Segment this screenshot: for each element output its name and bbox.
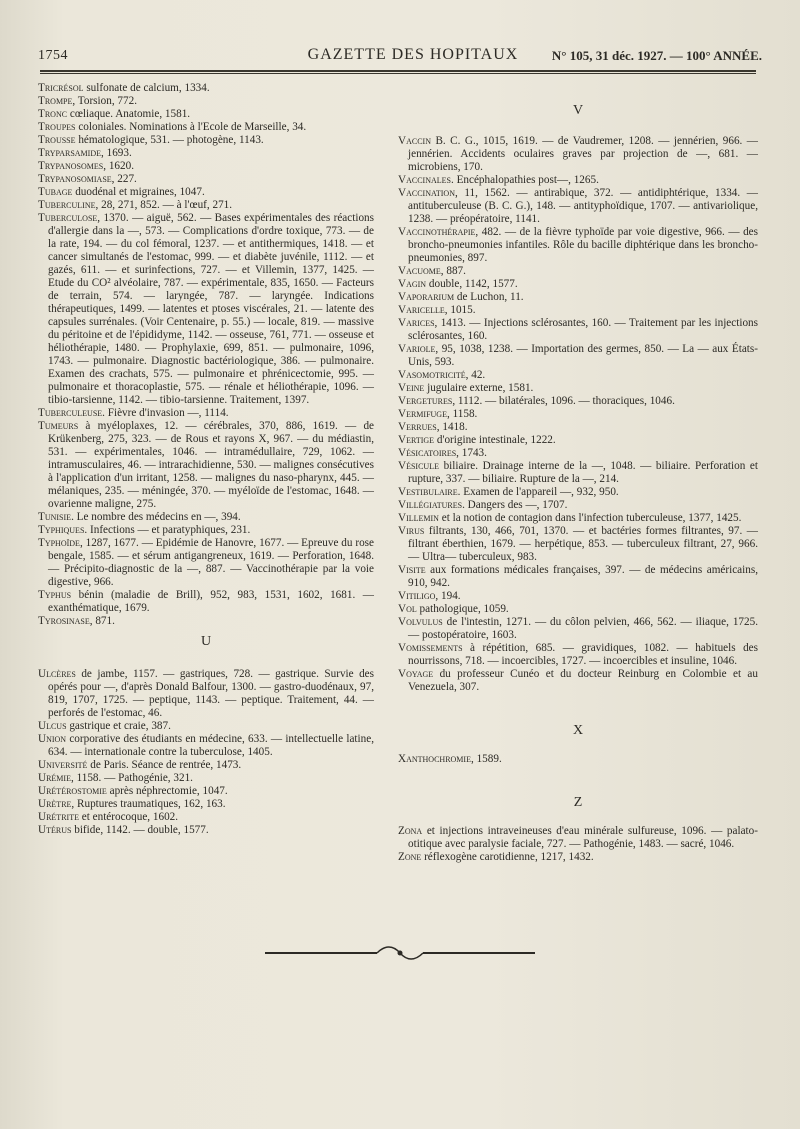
entry-text: . Examen de l'appareil —, 932, 950. — [457, 486, 619, 498]
entry-headword: Troupes — [38, 121, 76, 133]
journal-title: GAZETTE DES HOPITAUX — [307, 46, 519, 63]
header-rule — [40, 70, 756, 72]
entry-text: aux formations médicales françaises, 397. — de médecins américains, 910, 942. — [408, 564, 758, 589]
index-entry — [398, 603, 758, 616]
index-entry — [398, 187, 758, 226]
entry-text: hématologique, 531. — photogène, 1143. — [75, 134, 264, 146]
entry-headword: Vaccin — [398, 135, 431, 147]
entry-text: , 1743. — [456, 447, 487, 459]
entry-text: , 1693. — [101, 147, 132, 159]
entry-headword: Voyage — [398, 668, 434, 680]
section-letter-x: X — [572, 723, 584, 738]
index-entry — [38, 772, 374, 785]
index-entry — [38, 811, 374, 824]
index-entry — [398, 408, 758, 421]
entry-text: , 1620. — [103, 160, 134, 172]
entry-headword: Typhiques — [38, 524, 85, 536]
z-section — [398, 825, 758, 864]
index-entry — [398, 382, 758, 395]
entry-headword: Tronc — [38, 108, 68, 120]
entry-text: et entérocoque, 1602. — [78, 811, 179, 823]
entry-headword: Variole — [398, 343, 436, 355]
index-entry — [398, 226, 758, 265]
entry-headword: Urétérostomie — [38, 785, 107, 797]
entry-text: , 194. — [435, 590, 461, 602]
entry-text: bifide, 1142. — double, 1577. — [71, 824, 209, 836]
index-entry — [38, 785, 374, 798]
index-entry — [398, 174, 758, 187]
index-entry — [398, 369, 758, 382]
index-entry — [38, 824, 374, 837]
index-entry — [38, 147, 374, 160]
index-entry — [398, 343, 758, 369]
entry-text: et injections intraveineuses d'eau minérale sulfureuse, 1096. — palato-otitique avec paralysie faciale, 727. — Pathogénie, 1483. — sacré, 1046. — [408, 825, 758, 850]
entry-text: , 1370. — aiguë, 562. — Bases expérimentales des réactions d'allergie dans la —, 573. — Complications d'ordre toxique, 773. — de la rate, 194. — du col fémoral, 1237. — et antithermiques, 1418. — et cancer simultanés de l'estomac, 999. — et diabète juvénile, 1112. — et gazés, 611. — et surinfections, 727. — et Villemin, 1377, 1425. — Etude du CO² alvéolaire, 787. — expérimentale, 835, 1650. — Facteurs de terrain, 574. — laryngée, 787. — laryngée. Indications thérapeutiques, 1499. — latentes et ptoses viscérales, 21. — latente des capsules surrénales. (Voir Centenaire, p. 55.) — locale, 819. — massive du péritoine et de l'épididyme, 1142. — osseuse, 761, 771. — osseuse et héliothérapie, 1480. — Prophylaxie, 699, 851. — pulmonaire, 1096, 1743. — pulmonaire. Diagnostic bactériologique, 386. — pulmonaire. Examen des crachats, 575. — pulmonaire et phrénicectomie, 995. — pulmonaire et thoracoplastie, 575. — rénale et héliothérapie, 1096. — tibio-tarsienne, 1142. — tibio-tarsienne. Traitement, 1397. — [48, 212, 374, 406]
index-entry — [38, 720, 374, 733]
entry-headword: Virus — [398, 525, 425, 537]
entry-text: bénin (maladie de Brill), 952, 983, 1531, 1602, 1681. — exanthématique, 1679. — [48, 589, 374, 614]
entry-text: de Luchon, 11. — [454, 291, 524, 303]
entry-text: et la notion de contagion dans l'infection tuberculeuse, 1377, 1425. — [438, 512, 742, 524]
entry-text: , 1158. — [446, 408, 478, 420]
entry-text: . Dangers des —, 1707. — [462, 499, 568, 511]
entry-headword: Typhoïde — [38, 537, 80, 549]
index-entry — [38, 121, 374, 134]
entry-headword: Tumeurs — [38, 420, 79, 432]
entry-headword: Villégiatures — [398, 499, 463, 511]
index-entry — [38, 524, 374, 537]
entry-text: de Paris. Séance de rentrée, 1473. — [87, 759, 242, 771]
entry-text: B. C. G., 1015, 1619. — de Vaudremer, 1208. — jennérien, 966. — jennérien. Accidents oculaires graves par projection de —, 681. — microbiens, 170. — [408, 135, 758, 173]
entry-headword: Ulcus — [38, 720, 67, 732]
index-entry — [398, 447, 758, 460]
section-letter-v: V — [572, 103, 584, 118]
entry-text: cœliaque. Anatomie, 1581. — [67, 108, 191, 120]
entry-text: à myéloplaxes, 12. — cérébrales, 370, 886, 1619. — de Krükenberg, 275, 323. — de Rous et rayons X, 967. — du médiastin, 531. — expérimentales, 1046. — intramédullaire, 729, 1062. — intramusculaires, 46. — intrarachidienne, 530. — malignes consécutives à l'application d'un irritant, 1258. — malignes du naso-pharynx, 445. — mélaniques, 235. — méningée, 370. — myéloïde de l'estomac, 1648. — ovarienne maligne, 275. — [48, 420, 374, 510]
entry-headword: Vaccinales — [398, 174, 451, 186]
index-entry — [398, 525, 758, 564]
right-column — [398, 104, 758, 864]
entry-headword: Varicelle — [398, 304, 445, 316]
entry-headword: Verrues — [398, 421, 437, 433]
index-entry — [398, 499, 758, 512]
index-entry — [38, 199, 374, 212]
entry-headword: Vertige — [398, 434, 435, 446]
entry-headword: Vol — [398, 603, 417, 615]
entry-text: , 1287, 1677. — Epidémie de Hanovre, 1677. — Epreuve du rose bengale, 1585. — et sérum antigangreneux, 1619. — Perforation, 1648. — Précipito-diagnostic de la —, 887. — Vaccinothérapie par la voie digestive, 966. — [48, 537, 374, 588]
entry-text: de l'intestin, 1271. — du côlon pelvien, 466, 562. — iliaque, 1725. — postopératoire, 1603. — [408, 616, 758, 641]
index-entry — [38, 589, 374, 615]
entry-text: , 95, 1038, 1238. — Importation des germes, 850. — La — aux États-Unis, 593. — [408, 343, 758, 368]
index-entry — [38, 511, 374, 524]
entry-headword: Volvulus — [398, 616, 443, 628]
entry-headword: Varices — [398, 317, 435, 329]
entry-headword: Vésicule — [398, 460, 439, 472]
entry-text: gastrique et craie, 387. — [66, 720, 171, 732]
entry-text: , 1015. — [444, 304, 476, 316]
entry-text: , 1112. — bilatérales, 1096. — thoraciques, 1046. — [452, 395, 675, 407]
entry-headword: Vasomotricité — [398, 369, 466, 381]
entry-headword: Vitiligo — [398, 590, 436, 602]
entry-text: biliaire. Drainage interne de la —, 1048. — biliaire. Perforation et rupture, 337. — biliaire. Rupture de la —, 214. — [408, 460, 758, 485]
index-entry — [398, 395, 758, 408]
entry-headword: Urètre — [38, 798, 72, 810]
index-entry — [38, 759, 374, 772]
index-entry — [398, 512, 758, 525]
u-section — [38, 668, 374, 837]
entry-text: du professeur Cunéo et du docteur Reinburg en Colombie et au Venezuela, 307. — [408, 668, 758, 693]
index-entry — [398, 668, 758, 694]
index-entry — [38, 668, 374, 720]
index-entry — [398, 851, 758, 864]
index-entry — [398, 421, 758, 434]
entry-text: sulfonate de calcium, 1334. — [83, 82, 210, 94]
entry-headword: Visite — [398, 564, 426, 576]
entry-headword: Zone — [398, 851, 422, 863]
v-section — [398, 135, 758, 694]
entry-headword: Tryparsamide — [38, 147, 102, 159]
entry-text: . Fièvre d'invasion —, 1114. — [102, 407, 229, 419]
entry-headword: Trypanosomes — [38, 160, 104, 172]
index-entry — [398, 753, 758, 766]
entry-text: , 11, 1562. — antirabique, 372. — antidiphtérique, 1334. — antituberculeuse (B. C. G.), 148. — antityphoïdique, 1707. — antivariolique, 1238. — préopératoire, 1141. — [408, 187, 758, 225]
entry-headword: Utérus — [38, 824, 72, 836]
entry-text: , 871. — [89, 615, 115, 627]
entry-headword: Vermifuge — [398, 408, 447, 420]
entry-headword: Trompe — [38, 95, 73, 107]
index-entry — [398, 486, 758, 499]
entry-text: . Encéphalopathies post—, 1265. — [450, 174, 599, 186]
index-entry — [398, 291, 758, 304]
entry-text: corporative des étudiants en médecine, 633. — intellectuelle latine, 634. — internationale contre la tuberculose, 1405. — [48, 733, 374, 758]
left-column — [38, 82, 374, 628]
entry-text: pathologique, 1059. — [416, 603, 509, 615]
entry-headword: Vaporarium — [398, 291, 455, 303]
index-entry — [398, 564, 758, 590]
entry-headword: Vagin — [398, 278, 427, 290]
entry-headword: Vergetures — [398, 395, 453, 407]
entry-headword: Vacuome — [398, 265, 441, 277]
index-entry — [38, 798, 374, 811]
entry-headword: Tuberculeuse — [38, 407, 103, 419]
entry-text: , Ruptures traumatiques, 162, 163. — [71, 798, 226, 810]
entry-headword: Ulcères — [38, 668, 76, 680]
index-entry — [398, 642, 758, 668]
entry-text: à répétition, 685. — gravidiques, 1082. — habituels des nourrissons, 718. — incoercibles, 1727. — incoercibles et insuline, 1046. — [408, 642, 758, 667]
entry-text: filtrants, 130, 466, 701, 1370. — et bactéries formes filtrantes, 97. — filtrant éberthien, 1679. — herpétique, 853. — tuberculeux filtrant, 27, 966. — Ultra— tuberculeux, 983. — [408, 525, 758, 563]
entry-headword: Veine — [398, 382, 425, 394]
entry-headword: Urémie — [38, 772, 71, 784]
entry-headword: Trousse — [38, 134, 76, 146]
index-entry — [38, 212, 374, 407]
issue-info: N° 105, 31 déc. 1927. — 100° ANNÉE. — [551, 48, 762, 63]
entry-text: , Torsion, 772. — [72, 95, 137, 107]
entry-headword: Vomissements — [398, 642, 463, 654]
index-entry — [38, 82, 374, 95]
entry-text: , 42. — [465, 369, 486, 381]
entry-headword: Tubage — [38, 186, 73, 198]
entry-text: , 1589. — [470, 753, 502, 765]
entry-text: de jambe, 1157. — gastriques, 728. — gastrique. Survie des opérés pour —, d'après Donald Balfour, 1300. — gastro-duodénaux, 97, 819, 1707, 1725. — peptique, 1143. — peptique. Traitement, 44. — perforés de l'estomac, 46. — [48, 668, 374, 719]
entry-text: , 28, 271, 852. — à l'œuf, 271. — [95, 199, 233, 211]
index-entry — [38, 420, 374, 511]
x-section — [398, 753, 758, 766]
entry-headword: Vestibulaire — [398, 486, 458, 498]
index-entry — [38, 186, 374, 199]
index-entry — [398, 825, 758, 851]
entry-headword: Villemin — [398, 512, 439, 524]
entry-text: , 1158. — Pathogénie, 321. — [70, 772, 193, 784]
index-entry — [38, 733, 374, 759]
entry-headword: Tricrésol — [38, 82, 84, 94]
entry-text: , 1418. — [436, 421, 468, 433]
index-entry — [398, 616, 758, 642]
entry-text: , 887. — [440, 265, 466, 277]
index-entry — [38, 615, 374, 628]
index-entry — [38, 160, 374, 173]
page-number: 1754 — [38, 48, 68, 63]
index-entry — [398, 278, 758, 291]
entry-headword: Typhus — [38, 589, 72, 601]
index-entry — [398, 265, 758, 278]
entry-headword: Tyrosinase — [38, 615, 90, 627]
index-entry — [38, 108, 374, 121]
entry-text: , 227. — [111, 173, 137, 185]
section-letter-z: Z — [573, 795, 583, 810]
entry-headword: Université — [38, 759, 88, 771]
index-entry — [38, 134, 374, 147]
entry-text: duodénal et migraines, 1047. — [72, 186, 205, 198]
index-entry — [38, 407, 374, 420]
entry-headword: Tuberculine — [38, 199, 96, 211]
entry-text: , 482. — de la fièvre typhoïde par voie digestive, 966. — des broncho-pneumonies infantiles. Rôle du bacille diphtérique dans les broncho-pneumonies, 897. — [408, 226, 758, 264]
entry-text: jugulaire externe, 1581. — [424, 382, 534, 394]
index-entry — [398, 304, 758, 317]
entry-text: coloniales. Nominations à l'Ecole de Marseille, 34. — [75, 121, 307, 133]
entry-headword: Trypanosomiase — [38, 173, 112, 185]
entry-text: , 1413. — Injections sclérosantes, 160. — Traitement par les injections sclérosantes, 160. — [408, 317, 758, 342]
entry-text: . Infections — et paratyphiques, 231. — [84, 524, 251, 536]
index-entry — [398, 590, 758, 603]
entry-headword: Zona — [398, 825, 423, 837]
entry-headword: Union — [38, 733, 67, 745]
entry-headword: Tunisie — [38, 511, 72, 523]
page-header — [38, 46, 762, 72]
index-entry — [398, 317, 758, 343]
index-entry — [38, 173, 374, 186]
entry-headword: Vaccination — [398, 187, 455, 199]
entry-text: réflexogène carotidienne, 1217, 1432. — [421, 851, 594, 863]
index-entry — [398, 434, 758, 447]
header-rule-thin — [40, 73, 756, 74]
entry-headword: Xanthochromie — [398, 753, 471, 765]
entry-headword: Vaccinothérapie — [398, 226, 476, 238]
entry-headword: Tuberculose — [38, 212, 98, 224]
index-entry — [398, 135, 758, 174]
entry-text: double, 1142, 1577. — [426, 278, 518, 290]
entry-text: d'origine intestinale, 1222. — [434, 434, 556, 446]
index-entry — [38, 537, 374, 589]
section-letter-u: U — [200, 634, 212, 649]
index-entry — [398, 460, 758, 486]
entry-text: . Le nombre des médecins en —, 394. — [71, 511, 241, 523]
entry-headword: Vésicatoires — [398, 447, 457, 459]
entry-text: après néphrectomie, 1047. — [106, 785, 228, 797]
index-entry — [38, 95, 374, 108]
entry-headword: Urétrite — [38, 811, 79, 823]
end-ornament — [265, 943, 535, 963]
